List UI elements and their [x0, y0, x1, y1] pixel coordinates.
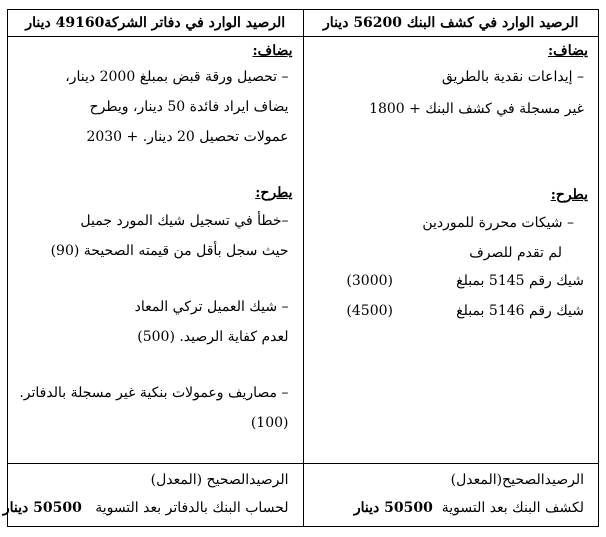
- bank-footer-text: لكشف البنك بعد التسوية: [441, 500, 584, 516]
- company-footer-amount: 50500 دينار: [2, 500, 82, 516]
- company-books-header: الرصيد الوارد في دفاتر الشركة49160 دينار: [8, 10, 304, 37]
- bank-add-line1: – إيداعات نقدية بالطريق: [441, 69, 584, 85]
- bank-sub-line2: لم تقدم للصرف: [469, 245, 562, 261]
- bank-footer-amount: 50500 دينار: [353, 500, 433, 516]
- body-row: [8, 37, 599, 464]
- company-add-line1: – تحصيل ورقة قبض بمبلغ 2000 دينار،: [65, 69, 289, 85]
- company-adjustments-cell: [8, 37, 304, 464]
- header-row: [8, 10, 599, 37]
- company-add-line3: عمولات تحصيل 20 دينار. + 2030: [86, 129, 289, 145]
- bank-adjustments-cell: [303, 37, 599, 464]
- company-sub-title: يطرح:: [255, 185, 293, 201]
- bank-add-line2: غير مسجلة في كشف البنك + 1800: [369, 101, 584, 117]
- company-bank-fees-line2: (100): [250, 415, 289, 431]
- bank-check1-text: شيك رقم 5145 بمبلغ: [456, 273, 584, 289]
- footer-row: [8, 464, 599, 527]
- company-footer-line2: [3, 500, 289, 516]
- company-error-line1: –خطأ في تسجيل شيك المورد جميل: [80, 213, 289, 229]
- company-add-line2: يضاف ايراد فائدة 50 دينار، ويطرح: [89, 99, 289, 115]
- company-footer-text: لحساب البنك بالدفاتر بعد التسوية: [95, 500, 289, 516]
- bank-footer-line1: الرصيدالصحيح(المعدل): [450, 472, 584, 488]
- company-footer-line1: الرصيدالصحيح (المعدل): [150, 472, 289, 488]
- bank-sub-line1: – شيكات محررة للموردين: [422, 215, 574, 231]
- company-error-line2: حيث سجل بأقل من قيمته الصحيحة (90): [50, 243, 289, 259]
- company-add-title: يضاف:: [252, 43, 293, 59]
- bank-check1-amount: (3000): [346, 273, 393, 289]
- bank-add-title: يضاف:: [548, 43, 588, 59]
- company-returned-check-line2: لعدم كفاية الرصيد. (500): [137, 329, 289, 345]
- company-adjusted-balance-cell: [2, 464, 304, 527]
- bank-statement-header: الرصيد الوارد في كشف البنك 56200 دينار: [303, 10, 599, 37]
- reconciliation-document: [2, 9, 599, 526]
- bank-check2-text: شيك رقم 5146 بمبلغ: [456, 303, 584, 319]
- company-returned-check-line1: – شيك العميل تركي المعاد: [134, 299, 289, 315]
- bank-adjusted-balance-cell: [303, 464, 599, 527]
- company-bank-fees-line1: – مصاريف وعمولات بنكية غير مسجلة بالدفاتر.: [19, 385, 289, 401]
- bank-reconciliation-table: [2, 9, 599, 527]
- bank-footer-line2: [354, 500, 584, 516]
- bank-sub-title: يطرح:: [550, 187, 588, 203]
- bank-check2-amount: (4500): [346, 303, 393, 319]
